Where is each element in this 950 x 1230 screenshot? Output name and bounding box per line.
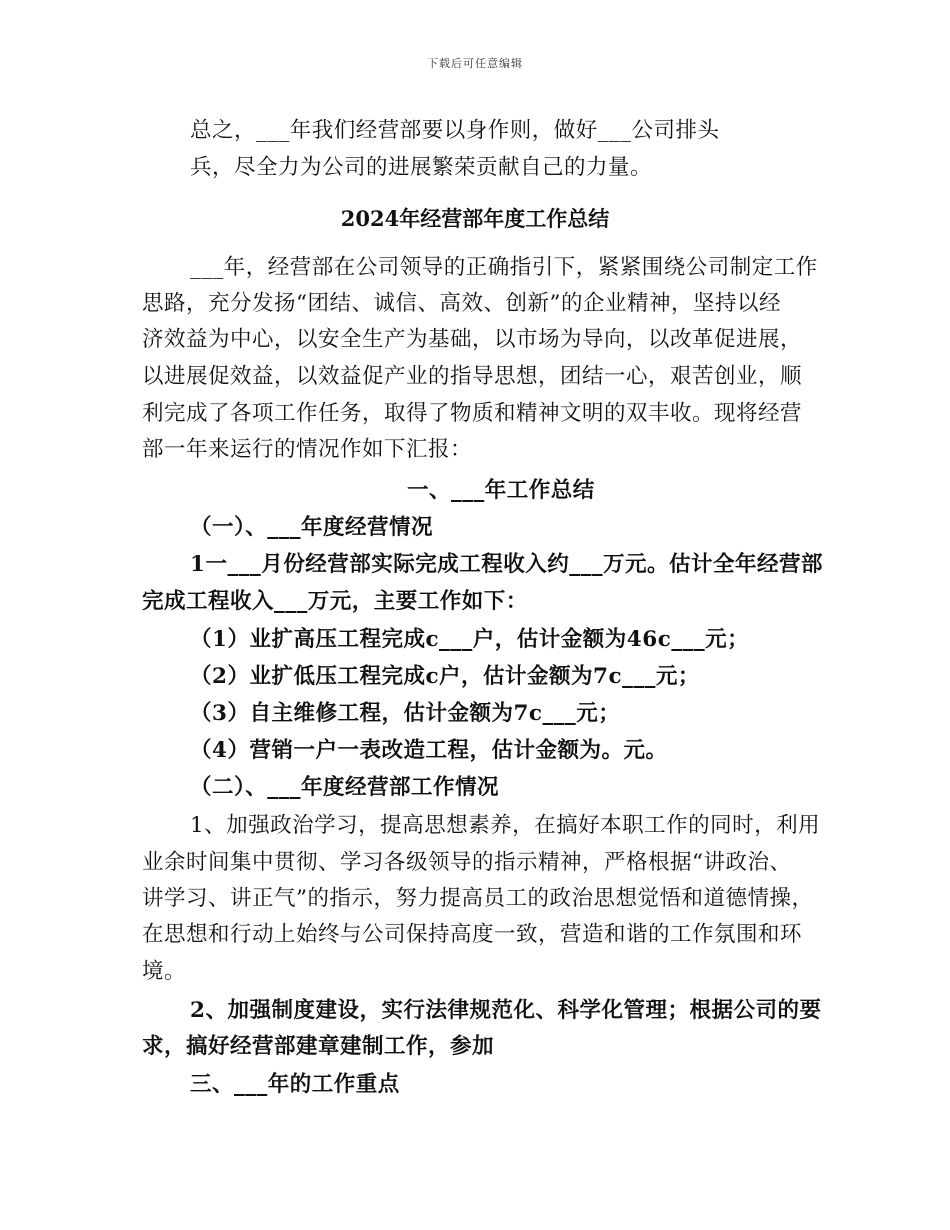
text-line: 业余时间集中贯彻、学习各级领导的指示精神，严格根据“讲政治、 [142,850,792,875]
text-line: 济效益为中心，以安全生产为基础，以市场为导向，以改革促进展， [142,327,803,352]
document-title: 2024年经营部年度工作总结 [340,206,610,231]
page-header-note: 下载后可任意编辑 [427,57,523,70]
text-line: 1、加强政治学习，提高思想素养，在搞好本职工作的同时，利用 [190,813,821,838]
text-line: 完成工程收入___万元，主要工作如下： [142,589,528,614]
subsection-heading: （二）、___年度经营部工作情况 [190,775,500,800]
section-heading: 三、___年的工作重点 [190,1072,400,1097]
text-line: 境。 [142,959,187,984]
text-line: 1一___月份经营部实际完成工程收入约___万元。估计全年经营部 [190,552,823,577]
text-line: 2、加强制度建设，实行法律规范化、科学化管理；根据公司的要 [190,998,822,1023]
list-item: （4）营销一户一表改造工程，估计金额为。元。 [190,738,668,763]
text-line: 总之，___年我们经营部要以身作则，做好___公司排头 [190,118,720,143]
list-item: （1）业扩高压工程完成c___户，估计金额为46c___元； [190,627,750,652]
text-line: ___年，经营部在公司领导的正确指引下，紧紧围绕公司制定工作 [190,255,818,280]
list-item: （3）自主维修工程，估计金额为7c___元； [190,701,621,726]
text-line: 在思想和行动上始终与公司保持高度一致，营造和谐的工作氛围和环 [142,922,803,947]
list-item: （2）业扩低压工程完成c户，估计金额为7c___元； [190,664,700,689]
text-line: 部一年来运行的情况作如下汇报： [142,437,473,462]
text-line: 兵，尽全力为公司的进展繁荣贡献自己的力量。 [190,155,653,180]
subsection-heading: （一）、___年度经营情况 [190,515,434,540]
text-line: 以进展促效益，以效益促产业的指导思想，团结一心，艰苦创业，顺 [142,364,803,389]
section-heading: 一、___年工作总结 [407,478,595,503]
text-line: 利完成了各项工作任务，取得了物质和精神文明的双丰收。现将经营 [142,401,803,426]
text-line: 求，搞好经营部建章建制工作，参加 [142,1034,495,1059]
text-line: 思路，充分发扬“团结、诚信、高效、创新”的企业精神，坚持以经 [142,291,781,316]
text-line: 讲学习、讲正气”的指示，努力提高员工的政治思想觉悟和道德情操， [142,886,814,911]
